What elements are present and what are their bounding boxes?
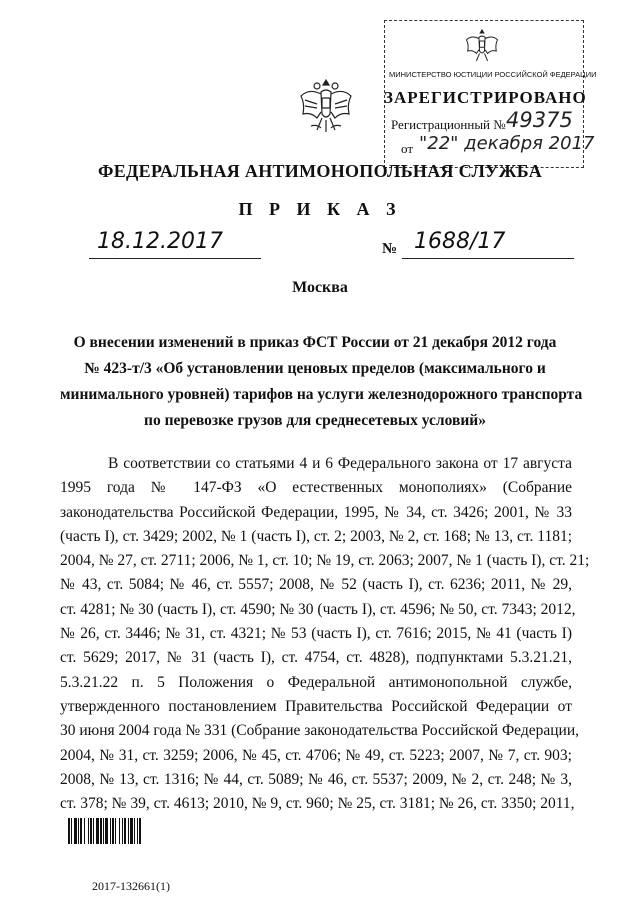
title-line: № 423-т/3 «Об установлении ценовых пределов (максимального и <box>84 360 546 377</box>
order-date: 18.12.2017 <box>97 229 223 254</box>
stamp-reg-number-label: Регистрационный № <box>391 117 506 132</box>
body-line: ст. 4281; № 30 (часть I), ст. 4590; № 30 (часть I), ст. 4596; № 50, ст. 7343; 2012, <box>60 600 576 618</box>
stamp-emblem <box>464 26 500 66</box>
body-line: утвержденного постановлением Правительства Российской Федерации от <box>60 697 572 715</box>
body-paragraph <box>60 452 590 816</box>
order-number-label: № <box>382 241 398 257</box>
title-line: по перевозке грузов для среднесетевых условий» <box>144 412 486 429</box>
stamp-ministry-text: МИНИСТЕРСТВО ЮСТИЦИИ РОССИЙСКОЙ ФЕДЕРАЦИИ <box>389 70 597 79</box>
stamp-date-label: от <box>401 141 414 156</box>
document-type: П Р И К А З <box>238 199 402 219</box>
body-line: 2004, № 27, ст. 2711; 2006, № 1, ст. 10; № 19, ст. 2063; 2007, № 1 (часть I), ст. 21; <box>60 552 590 570</box>
body-line: 2004, № 31, ст. 3259; 2006, № 45, ст. 4706; № 49, ст. 5223; 2007, № 7, ст. 903; <box>60 746 572 764</box>
stamp-date-value: "22" декабря 2017 <box>419 133 595 154</box>
body-line: В соответствии со статьями 4 и 6 Федерального закона от 17 августа <box>108 455 572 472</box>
body-line: 1995 года № 147-ФЗ «О естественных монополиях» (Собрание <box>60 479 572 497</box>
coat-of-arms-emblem <box>297 74 355 138</box>
order-number: 1688/17 <box>414 229 506 254</box>
stamp-reg-number-value: 49375 <box>506 108 573 132</box>
barcode-image <box>68 818 164 844</box>
body-line: законодательства Российской Федерации, 1995, № 34, ст. 3426; 2001, № 33 <box>60 503 572 521</box>
body-line: № 26, ст. 3446; № 31, ст. 4321; № 53 (часть I), ст. 7616; 2015, № 41 (часть I) <box>60 625 572 643</box>
body-line: 30 июня 2004 года № 331 (Собрание законодательства Российской Федерации, <box>60 722 580 740</box>
date-underline <box>89 258 261 259</box>
body-line: 5.3.21.22 п. 5 Положения о Федеральной антимонопольной службе, <box>60 673 572 691</box>
body-line: № 43, ст. 5084; № 46, ст. 5557; 2008, № 52 (часть I), ст. 6236; 2011, № 29, <box>60 576 572 594</box>
order-title <box>60 330 583 434</box>
title-line: О внесении изменений в приказ ФСТ России от 21 декабря 2012 года <box>73 334 557 351</box>
body-line: ст. 378; № 39, ст. 4613; 2010, № 9, ст. 960; № 25, ст. 3181; № 26, ст. 3350; 2011, <box>60 795 575 813</box>
city: Москва <box>292 279 348 296</box>
title-line: минимального уровней) тарифов на услуги железнодорожного транспорта <box>60 386 583 403</box>
body-line: (часть I), ст. 3429; 2002, № 1 (часть I), ст. 2; 2003, № 2, ст. 168; № 13, ст. 1181; <box>60 527 572 545</box>
stamp-registered-text: ЗАРЕГИСТРИРОВАНО <box>384 88 587 107</box>
number-underline <box>402 258 574 259</box>
document-id: 2017-132661(1) <box>92 879 170 893</box>
body-line: ст. 5629; 2017, № 31 (часть I), ст. 4754, ст. 4828), подпунктами 5.3.21.21, <box>60 649 572 667</box>
body-line: 2008, № 13, ст. 1316; № 44, ст. 5089; № 46, ст. 5537; 2009, № 2, ст. 248; № 3, <box>60 770 572 788</box>
agency-name: ФЕДЕРАЛЬНАЯ АНТИМОНОПОЛЬНАЯ СЛУЖБА <box>97 161 543 181</box>
